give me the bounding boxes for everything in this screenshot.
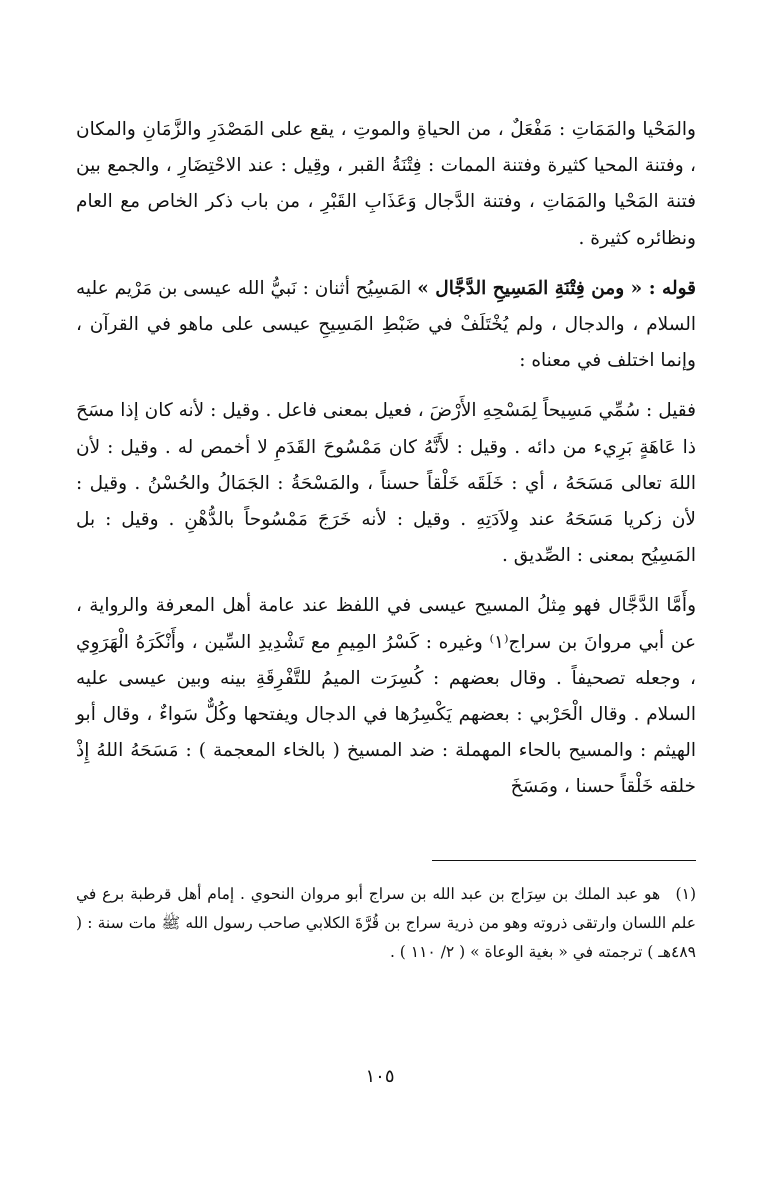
paragraph-4	[76, 588, 696, 805]
paragraph-text: وأَمَّا الدَّجَّال فهو مِثلُ المسيح عيسى في اللفظ عند عامة أهل المعرفة والرواية ، عن أبي مروانَ بن سراج⁽١⁾ وغيره : كَسْرُ المِيمِ مع تَشْدِيدِ السِّين ، وأَنْكَرَهُ الْهَرَوِي ، وجعله تصحيفاً . وقال بعضهم : كُسِرَت الميمُ للتَّفْرِقَةِ بينه وبين عيسى عليه السلام . وقال الْحَرْبي : بعضهم يَكْسِرُها في الدجال ويفتحها وكُلٌّ سَواءٌ ، وقال أبو الهيثم : والمسيح بالحاء المهملة : ضد المسيخ ( بالخاء المعجمة ) : مَسَحَهُ اللهُ إِذْ خلقه خَلْقاً حسنا ، ومَسَخَ	[76, 595, 696, 798]
paragraph-2	[76, 271, 696, 380]
paragraph-lead: قوله : « ومن فِتْنَةِ المَسِيحِ الدَّجَّال »	[417, 277, 696, 299]
footnote-text: هو عبد الملك بن سِرَاج بن عبد الله بن سراج أبو مروان النحوي . إمام أهل قرطبة برع في علم اللسان وارتقى ذروته وهو من ذرية سراج بن قُرَّةَ الكلابي صاحب رسول الله ﷺ مات سنة : ( ٤٨٩هـ ) ترجمته في « بغية الوعاة » ( ٢/ ١١٠ ) .	[76, 885, 696, 961]
paragraph-1	[76, 112, 696, 257]
paragraph-text: والمَحْيا والمَمَاتِ : مَفْعَلٌ ، من الحياةِ والموتِ ، يقع على المَصْدَرِ والزَّمَانِ والمكان ، وفتنة المحيا كثيرة وفتنة الممات : فِتْنَةُ القبر ، وقِيل : عند الاحْتِضَارِ ، والجمع بين فتنة المَحْيا والمَمَاتِ ، وفتنة الدَّجال وَعَذَابِ القَبْرِ ، من باب ذكر الخاص مع العام ونظائره كثيرة .	[76, 119, 696, 249]
page-number: ١٠٥	[365, 1066, 395, 1087]
paragraph-text: المَسِيُح أثنان : نَبيُّ الله عيسى بن مَرْيم عليه السلام ، والدجال ، ولم يُخْتَلَفْ في ضَبْطِ المَسِيحِ عيسى على ماهو في القرآن ، وإنما اختلف في معناه :	[76, 277, 696, 372]
main-text	[76, 112, 696, 820]
footnote-divider	[432, 860, 696, 861]
footnote	[76, 880, 696, 967]
paragraph-text: فقيل : سُمِّي مَسِيحاً لِمَسْحِهِ الأَرْضَ ، فعيل بمعنى فاعل . وقيل : لأنه كان إذا مسَحَ ذا عَاهَةٍ بَرِيء من دائه . وقيل : لأَنَّهُ كان مَمْسُوحَ القَدَمِ لا أخمص له . وقيل : لأن اللهَ تعالى مَسَحَهُ ، أي : خَلَقَه خَلْقاً حسناً ، والمَسْحَةُ : الجَمَالُ والحُسْنُ . وقيل : لأن زكريا مَسَحَهُ عند وِلاَدَتِهِ . وقيل : لأنه خَرَجَ مَمْسُوحاً بالدُّهْنِ . وقيل : بل المَسِيُح بمعنى : الصِّديق .	[76, 400, 696, 567]
footnote-number: (١)	[675, 885, 696, 903]
paragraph-3	[76, 393, 696, 574]
